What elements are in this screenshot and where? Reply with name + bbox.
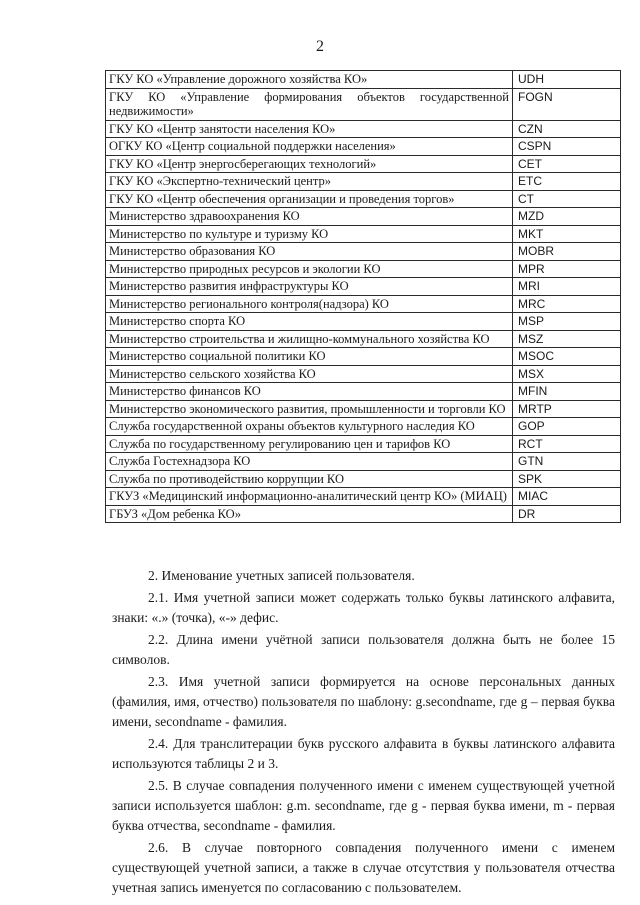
organization-name-cell: ГКУ КО «Управление дорожного хозяйства КО» xyxy=(106,71,513,89)
organization-code-cell: MSP xyxy=(513,313,621,331)
page-number: 2 xyxy=(316,38,324,55)
table-row xyxy=(106,383,621,401)
organization-name-cell: Министерство сельского хозяйства КО xyxy=(106,365,513,383)
organization-code-cell: DR xyxy=(513,505,621,523)
organization-name-cell: Министерство развития инфраструктуры КО xyxy=(106,278,513,296)
organization-code-cell: MFIN xyxy=(513,383,621,401)
table-row xyxy=(106,88,621,120)
organization-name-cell: Министерство финансов КО xyxy=(106,383,513,401)
table-row xyxy=(106,505,621,523)
paragraph: 2.5. В случае совпадения полученного имени с именем существующей учетной записи используется шаблон: g.m. secondname, где g - первая буква имени, m - первая буква отчества, secondname - фамилия. xyxy=(112,778,615,833)
table-row xyxy=(106,330,621,348)
organization-code-cell: CSPN xyxy=(513,138,621,156)
organization-name-cell: Служба по противодействию коррупции КО xyxy=(106,470,513,488)
organization-name-cell: Министерство спорта КО xyxy=(106,313,513,331)
organization-name-cell: ГКУЗ «Медицинский информационно-аналитический центр КО» (МИАЦ) xyxy=(106,488,513,506)
paragraph: 2.6. В случае повторного совпадения полученного имени с именем существующей учетной записи, а также в случае отсутствия у пользователя отчества учетная запись именуется по согласованию с пользователем. xyxy=(112,840,615,895)
paragraph: 2. Именование учетных записей пользователя. xyxy=(148,568,415,583)
paragraph: 2.3. Имя учетной записи формируется на основе персональных данных (фамилия, имя, отчество) пользователя по шаблону: g.secondname, где g – первая буква имени, secondname - фамилия. xyxy=(112,674,615,729)
organization-code-cell: MIAC xyxy=(513,488,621,506)
organization-name-cell: ГКУ КО «Центр занятости населения КО» xyxy=(106,120,513,138)
table-row xyxy=(106,190,621,208)
organization-code-cell: MSZ xyxy=(513,330,621,348)
table-row xyxy=(106,155,621,173)
table-row xyxy=(106,453,621,471)
organization-name-cell: ГКУ КО «Управление формирования объектов государственной недвижимости» xyxy=(106,88,513,120)
table-row xyxy=(106,208,621,226)
table-row xyxy=(106,278,621,296)
organization-code-cell: MKT xyxy=(513,225,621,243)
organization-code-cell: ETC xyxy=(513,173,621,191)
organization-name-cell: Служба по государственному регулированию цен и тарифов КО xyxy=(106,435,513,453)
organization-code-cell: FOGN xyxy=(513,88,621,120)
table-row xyxy=(106,348,621,366)
organization-name-cell: ГКУ КО «Центр энергосберегающих технологий» xyxy=(106,155,513,173)
paragraph: 2.1. Имя учетной записи может содержать только буквы латинского алфавита, знаки: «.» (точка), «-» дефис. xyxy=(112,590,615,625)
organization-name-cell: ГБУЗ «Дом ребенка КО» xyxy=(106,505,513,523)
organization-code-cell: MPR xyxy=(513,260,621,278)
table-row xyxy=(106,173,621,191)
organization-code-cell: CZN xyxy=(513,120,621,138)
organization-code-cell: GTN xyxy=(513,453,621,471)
table-row xyxy=(106,138,621,156)
organization-name-cell: Служба Гостехнадзора КО xyxy=(106,453,513,471)
table-row xyxy=(106,418,621,436)
table-row xyxy=(106,313,621,331)
organization-name-cell: Министерство социальной политики КО xyxy=(106,348,513,366)
table-row xyxy=(106,225,621,243)
organization-code-cell: MZD xyxy=(513,208,621,226)
organization-code-cell: SPK xyxy=(513,470,621,488)
organization-code-cell: MOBR xyxy=(513,243,621,261)
table-row xyxy=(106,260,621,278)
paragraph: 2.2. Длина имени учётной записи пользователя должна быть не более 15 символов. xyxy=(112,632,615,667)
table-row xyxy=(106,71,621,89)
section-2-text xyxy=(112,566,615,900)
organizations-table-body xyxy=(106,71,621,523)
organization-name-cell: Министерство здравоохранения КО xyxy=(106,208,513,226)
organization-name-cell: Министерство природных ресурсов и экологии КО xyxy=(106,260,513,278)
paragraph: 2.4. Для транслитерации букв русского алфавита в буквы латинского алфавита используются таблицы 2 и 3. xyxy=(112,736,615,771)
table-row xyxy=(106,435,621,453)
organization-name-cell: Министерство строительства и жилищно-коммунального хозяйства КО xyxy=(106,330,513,348)
organization-code-cell: MSOC xyxy=(513,348,621,366)
organization-code-cell: CT xyxy=(513,190,621,208)
table-row xyxy=(106,365,621,383)
organization-code-cell: CET xyxy=(513,155,621,173)
organizations-table xyxy=(105,70,621,523)
organization-code-cell: GOP xyxy=(513,418,621,436)
organization-code-cell: MRC xyxy=(513,295,621,313)
organization-name-cell: Министерство экономического развития, промышленности и торговли КО xyxy=(106,400,513,418)
organization-code-cell: MSX xyxy=(513,365,621,383)
organization-name-cell: ОГКУ КО «Центр социальной поддержки населения» xyxy=(106,138,513,156)
organization-name-cell: ГКУ КО «Экспертно-технический центр» xyxy=(106,173,513,191)
organization-name-cell: Министерство образования КО xyxy=(106,243,513,261)
table-row xyxy=(106,470,621,488)
table-row xyxy=(106,295,621,313)
organization-code-cell: UDH xyxy=(513,71,621,89)
organization-name-cell: Министерство регионального контроля(надзора) КО xyxy=(106,295,513,313)
table-row xyxy=(106,400,621,418)
organization-name-cell: ГКУ КО «Центр обеспечения организации и проведения торгов» xyxy=(106,190,513,208)
organization-code-cell: RCT xyxy=(513,435,621,453)
table-row xyxy=(106,243,621,261)
table-row xyxy=(106,488,621,506)
organization-name-cell: Министерство по культуре и туризму КО xyxy=(106,225,513,243)
organization-name-cell: Служба государственной охраны объектов культурного наследия КО xyxy=(106,418,513,436)
table-row xyxy=(106,120,621,138)
organization-code-cell: MRI xyxy=(513,278,621,296)
organization-code-cell: MRTP xyxy=(513,400,621,418)
